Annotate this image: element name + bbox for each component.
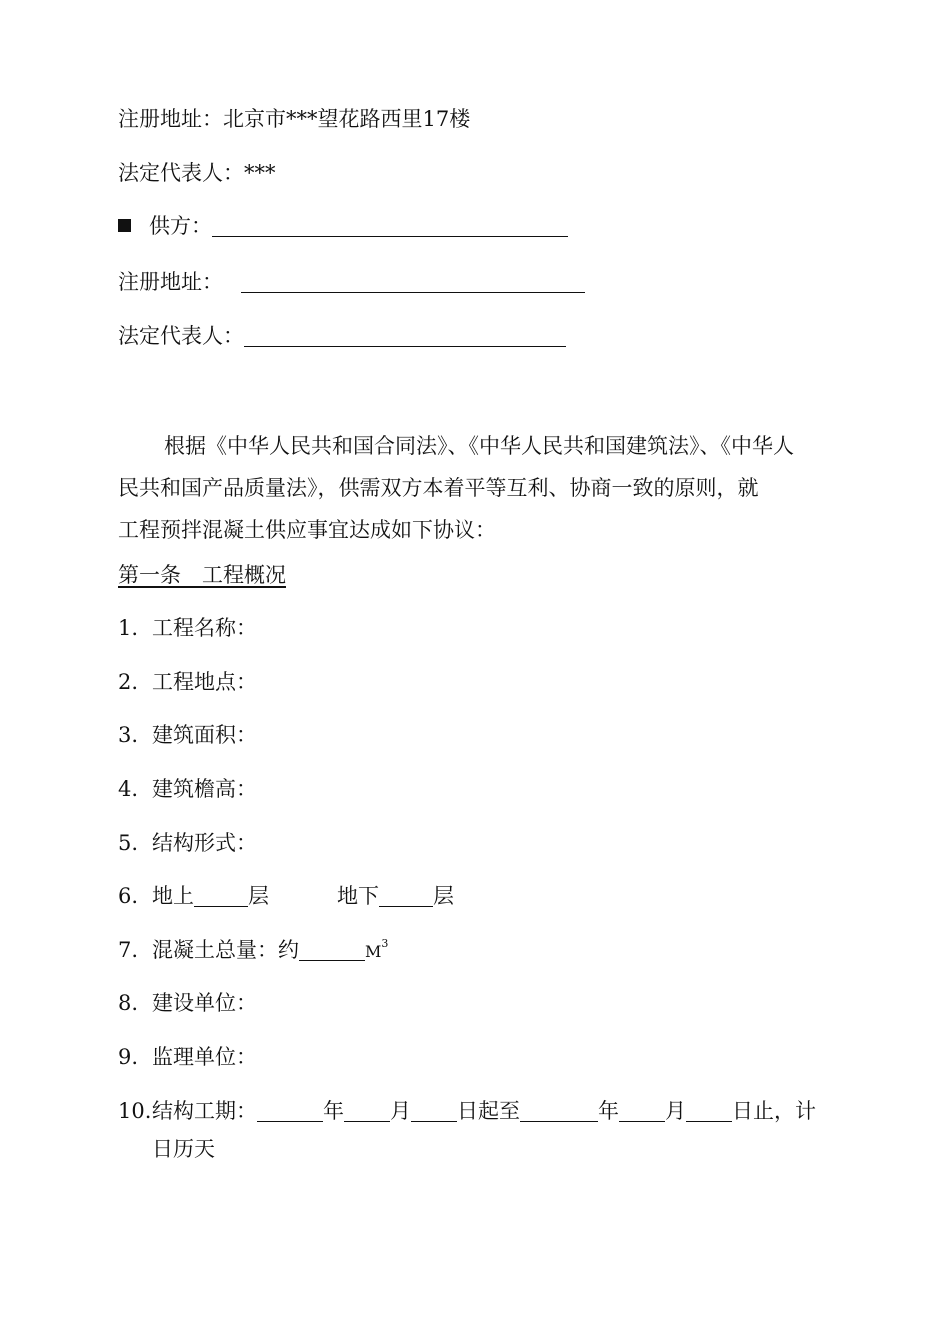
above-floors-blank[interactable] <box>194 884 248 907</box>
start-month-blank[interactable] <box>344 1099 390 1122</box>
list-item <box>118 989 257 1017</box>
intro-paragraph <box>118 425 830 551</box>
item-label: 结构形式： <box>152 831 257 855</box>
above-ground-label: 地上 <box>152 884 194 908</box>
item-number: 5. <box>118 831 139 855</box>
list-item-concrete <box>118 936 388 966</box>
schedule-continuation: 日历天 <box>152 1137 215 1161</box>
item-number: 6. <box>118 884 139 908</box>
item-label: 结构工期： <box>152 1099 257 1123</box>
supplier-rep-row <box>118 322 566 350</box>
day-from-label: 日起至 <box>457 1099 520 1123</box>
below-ground-unit: 层 <box>433 884 454 908</box>
volume-unit: M <box>365 942 382 961</box>
above-ground-unit: 层 <box>248 884 269 908</box>
volume-unit-exponent: 3 <box>381 937 389 950</box>
year-label: 年 <box>323 1099 344 1123</box>
list-item <box>118 829 257 857</box>
item-number: 8. <box>118 991 139 1015</box>
item-label: 混凝土总量：约 <box>152 938 299 962</box>
item-number: 3. <box>118 723 139 747</box>
intro-line-2: 民共和国产品质量法》，供需双方本着平等互利、协商一致的原则，就 <box>118 476 759 500</box>
intro-line-1: 根据《中华人民共和国合同法》、《中华人民共和国建筑法》、《中华人 <box>164 434 794 458</box>
month2-label: 月 <box>665 1099 686 1123</box>
supplier-rep-blank[interactable] <box>244 324 566 347</box>
item-label: 工程地点： <box>152 670 257 694</box>
supplier-address-label: 注册地址： <box>118 270 223 294</box>
list-item <box>118 1043 257 1071</box>
list-item <box>118 721 257 749</box>
buyer-rep-value: *** <box>244 161 276 185</box>
item-number: 1. <box>118 616 139 640</box>
buyer-address-value: 北京市***望花路西里17楼 <box>223 107 471 131</box>
item-number: 10. <box>118 1099 152 1123</box>
concrete-volume-blank[interactable] <box>299 938 365 961</box>
square-bullet-icon <box>118 219 131 232</box>
start-day-blank[interactable] <box>411 1099 457 1122</box>
supplier-label: 供方： <box>149 214 212 238</box>
item-number: 2. <box>118 670 139 694</box>
item-label: 监理单位： <box>152 1045 257 1069</box>
buyer-address-row <box>118 105 470 133</box>
buyer-address-label: 注册地址： <box>118 107 223 131</box>
intro-line-3: 工程预拌混凝土供应事宜达成如下协议： <box>118 518 496 542</box>
year2-label: 年 <box>598 1099 619 1123</box>
supplier-row <box>118 212 568 240</box>
supplier-name-blank[interactable] <box>212 214 568 237</box>
list-item <box>118 668 257 696</box>
below-ground-label: 地下 <box>337 884 379 908</box>
end-year-blank[interactable] <box>520 1099 598 1122</box>
item-label: 建设单位： <box>152 991 257 1015</box>
item-label: 建筑檐高： <box>152 777 257 801</box>
buyer-rep-row <box>118 159 276 187</box>
start-year-blank[interactable] <box>257 1099 323 1122</box>
list-item <box>118 775 257 803</box>
list-item-floors <box>118 882 454 910</box>
day-to-label: 日止，计 <box>732 1099 816 1123</box>
item-number: 4. <box>118 777 139 801</box>
item-label: 建筑面积： <box>152 723 257 747</box>
end-day-blank[interactable] <box>686 1099 732 1122</box>
supplier-address-blank[interactable] <box>241 270 585 293</box>
below-floors-blank[interactable] <box>379 884 433 907</box>
month-label: 月 <box>390 1099 411 1123</box>
item-number: 7. <box>118 938 139 962</box>
list-item-schedule <box>118 1097 816 1125</box>
article1-title: 第一条 工程概况 <box>118 563 286 587</box>
item-number: 9. <box>118 1045 139 1069</box>
item-label: 工程名称： <box>152 616 257 640</box>
list-item <box>118 614 257 642</box>
buyer-rep-label: 法定代表人： <box>118 161 244 185</box>
end-month-blank[interactable] <box>619 1099 665 1122</box>
supplier-address-row <box>118 268 585 296</box>
supplier-rep-label: 法定代表人： <box>118 324 244 348</box>
